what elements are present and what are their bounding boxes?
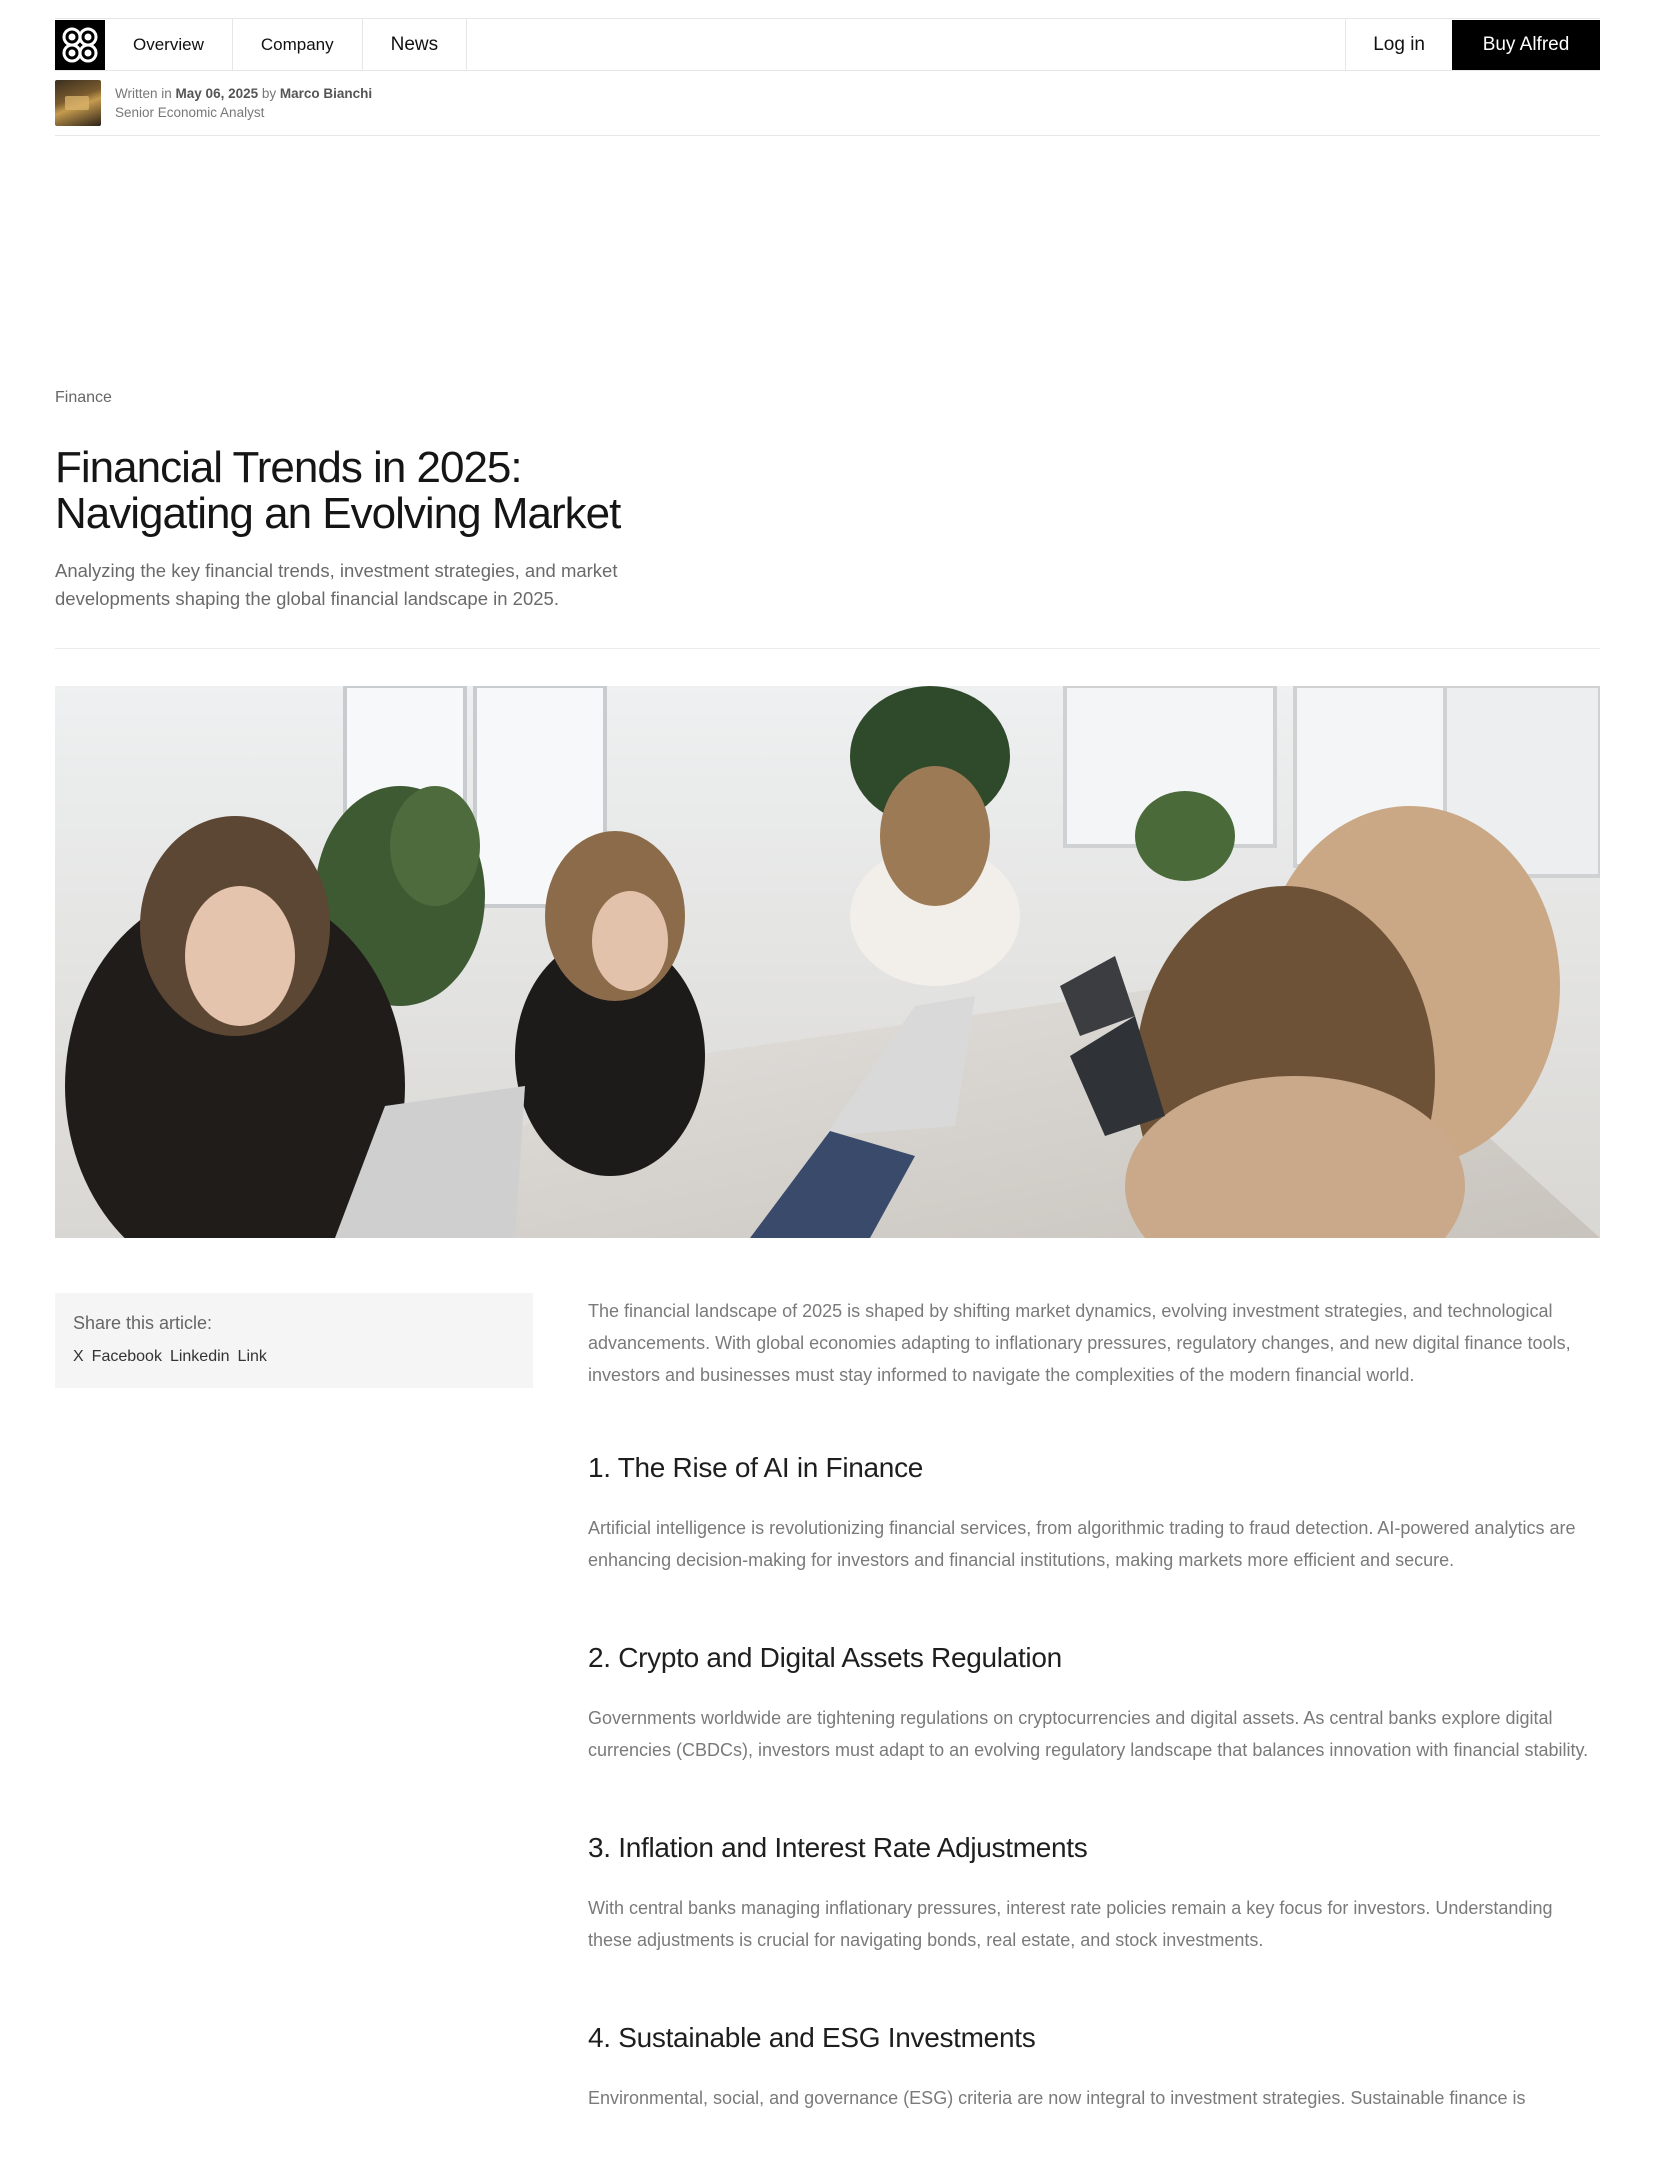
section-body: Governments worldwide are tightening regulations on cryptocurrencies and digital assets. As central banks explore digital currencies (CBDCs), investors must adapt to an evolving regulatory landscape that balances innovation with financial stability. [588, 1708, 1589, 1760]
byline-divider [55, 135, 1600, 136]
author-name[interactable]: Marco Bianchi [279, 86, 373, 101]
top-nav [55, 18, 1600, 71]
section-crypto-regulation [588, 1641, 1600, 1766]
page-title [55, 445, 775, 537]
share-links [73, 1348, 515, 1366]
share-label: Share this article: [73, 1313, 213, 1333]
share-facebook-link[interactable]: Facebook [91, 1348, 162, 1365]
section-body: With central banks managing inflationary pressures, interest rate policies remain a key focus for investors. Understanding these adjustments is crucial for navigating bonds, real estate, and stock investments. [588, 1898, 1553, 1950]
section-body: Environmental, social, and governance (ESG) criteria are now integral to investment strategies. Sustainable finance is [588, 2088, 1526, 2108]
section-ai-finance [588, 1451, 1600, 1576]
byline-text [115, 84, 372, 122]
share-copy-link[interactable]: Link [237, 1348, 267, 1365]
page-subtitle: Analyzing the key financial trends, investment strategies, and market developments shaping the global financial landscape in 2025. [55, 560, 618, 609]
nav-overview[interactable]: Overview [105, 19, 233, 70]
article-intro: The financial landscape of 2025 is shaped by shifting market dynamics, evolving investment strategies, and technological advancements. With global economies adapting to inflationary pressures, regulatory changes, and new digital finance tools, investors and businesses must stay informed to navigate the complexities of the modern financial world. [588, 1301, 1571, 1385]
share-x-link[interactable]: X [73, 1348, 84, 1365]
title-line-2: Navigating an Evolving Market [55, 489, 621, 538]
byline-line [115, 84, 372, 103]
section-heading: 4. Sustainable and ESG Investments [588, 2022, 1036, 2053]
byline [55, 80, 372, 126]
section-heading: 1. The Rise of AI in Finance [588, 1452, 924, 1483]
author-role: Senior Economic Analyst [115, 105, 265, 120]
section-body: Artificial intelligence is revolutionizing financial services, from algorithmic trading to fraud detection. AI-powered analytics are enhancing decision-making for investors and financial institutions, making markets more efficient and secure. [588, 1518, 1576, 1570]
login-button[interactable]: Log in [1345, 19, 1452, 70]
category-label[interactable]: Finance [55, 389, 112, 406]
section-heading: 2. Crypto and Digital Assets Regulation [588, 1642, 1062, 1673]
share-box [55, 1293, 533, 1388]
by-label: by [261, 86, 277, 101]
buy-alfred-button[interactable]: Buy Alfred [1452, 20, 1600, 70]
header-divider [55, 648, 1600, 649]
share-linkedin-link[interactable]: Linkedin [169, 1348, 230, 1365]
nav-spacer [467, 19, 1345, 70]
publish-date: May 06, 2025 [175, 86, 259, 101]
nav-news[interactable]: News [363, 19, 468, 70]
alfred-logo-icon[interactable] [55, 20, 105, 70]
nav-company[interactable]: Company [233, 19, 363, 70]
written-in-label: Written in [115, 86, 172, 101]
author-avatar [55, 80, 101, 126]
section-heading: 3. Inflation and Interest Rate Adjustments [588, 1832, 1088, 1863]
section-esg-investments [588, 2021, 1600, 2114]
title-line-1: Financial Trends in 2025: [55, 443, 522, 492]
hero-image [55, 686, 1600, 1238]
section-inflation-rates [588, 1831, 1600, 1956]
article-body [588, 1295, 1600, 2175]
